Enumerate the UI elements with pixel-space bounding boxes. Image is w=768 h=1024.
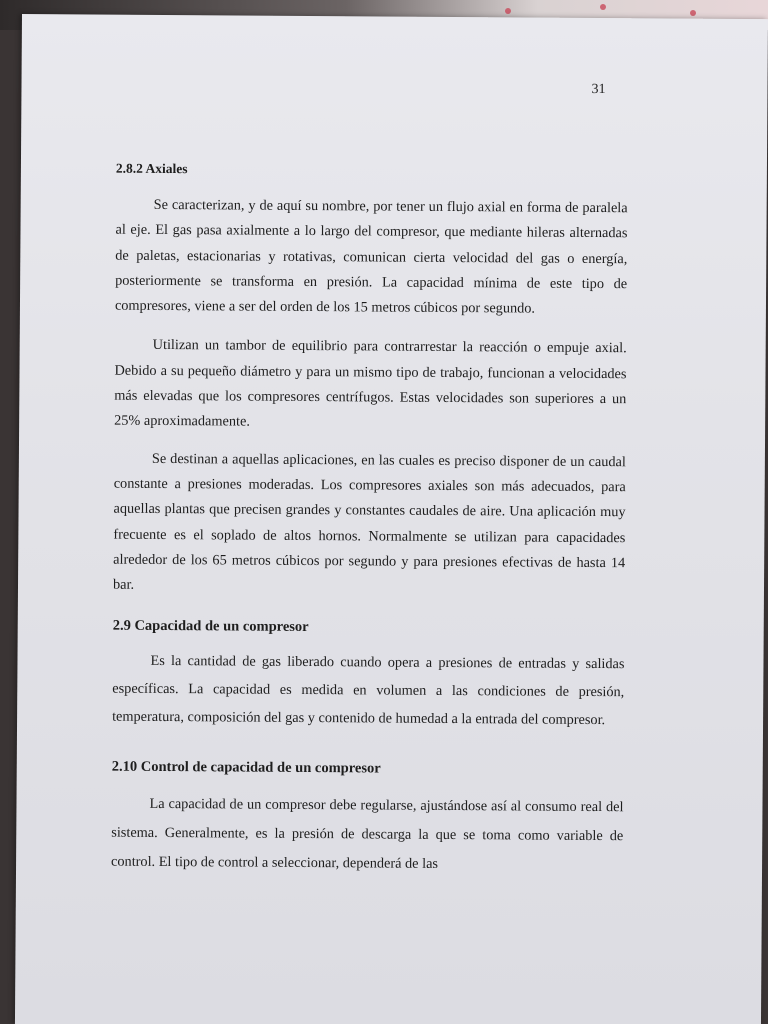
section-control: [111, 759, 624, 881]
section-heading-capacidad: 2.9 Capacidad de un compresor: [112, 618, 309, 636]
document-page: [15, 14, 768, 1024]
paragraph: La capacidad de un compresor debe regularse, ajustándose así al consumo real del sistema. Generalmente, es la presión de descarga la que se toma como variable de control. El tipo de control a seleccionar, dependerá de las: [111, 796, 624, 873]
background-flower-pattern: [505, 8, 511, 14]
section-axiales: [113, 161, 628, 602]
section-heading-control: 2.10 Control de capacidad de un compresor: [111, 759, 381, 777]
paragraph: Se caracterizan, y de aquí su nombre, por tener un flujo axial en forma de paralela al eje. El gas pasa axialmente a lo largo del compresor, que mediante hileras alternadas de paletas, estacionarias y rotativas, comunican cierta velocidad del gas o energía, posteriormente se transforma en presión. La capacidad mínima de este tipo de compresores, viene a ser del orden de los 15 metros cúbicos por segundo.: [114, 196, 628, 317]
background-flower-pattern: [690, 10, 696, 16]
page-content: [111, 161, 628, 895]
paragraph: Se destinan a aquellas aplicaciones, en las cuales es preciso disponer de un caudal constante a presiones moderadas. Los compresores axiales son más adecuados, para aquellas plantas que precisen grandes y constantes caudales de aire. Una aplicación muy frecuente es el soplado de altos hornos. Normalmente se utilizan para capacidades alrededor de los 65 metros cúbicos por segundo y para presiones efectivas de hasta 14 bar.: [112, 450, 626, 593]
paragraph: Utilizan un tambor de equilibrio para contrarrestar la reacción o empuje axial. Debido a su pequeño diámetro y para un mismo tipo de trabajo, funcionan a velocidades más elevadas que los compresores centrífugos. Estas velocidades son superiores a un 25% aproximadamente.: [114, 337, 627, 430]
page-number: 31: [591, 81, 606, 98]
section-capacidad: [112, 618, 625, 735]
section-heading-axiales: 2.8.2 Axiales: [115, 160, 188, 177]
paragraph: Es la cantidad de gas liberado cuando opera a presiones de entradas y salidas específicas. La capacidad es medida en volumen a las condiciones de presión, temperatura, composición del gas y contenido de humedad a la entrada del compresor.: [112, 653, 625, 729]
background-flower-pattern: [600, 4, 606, 10]
